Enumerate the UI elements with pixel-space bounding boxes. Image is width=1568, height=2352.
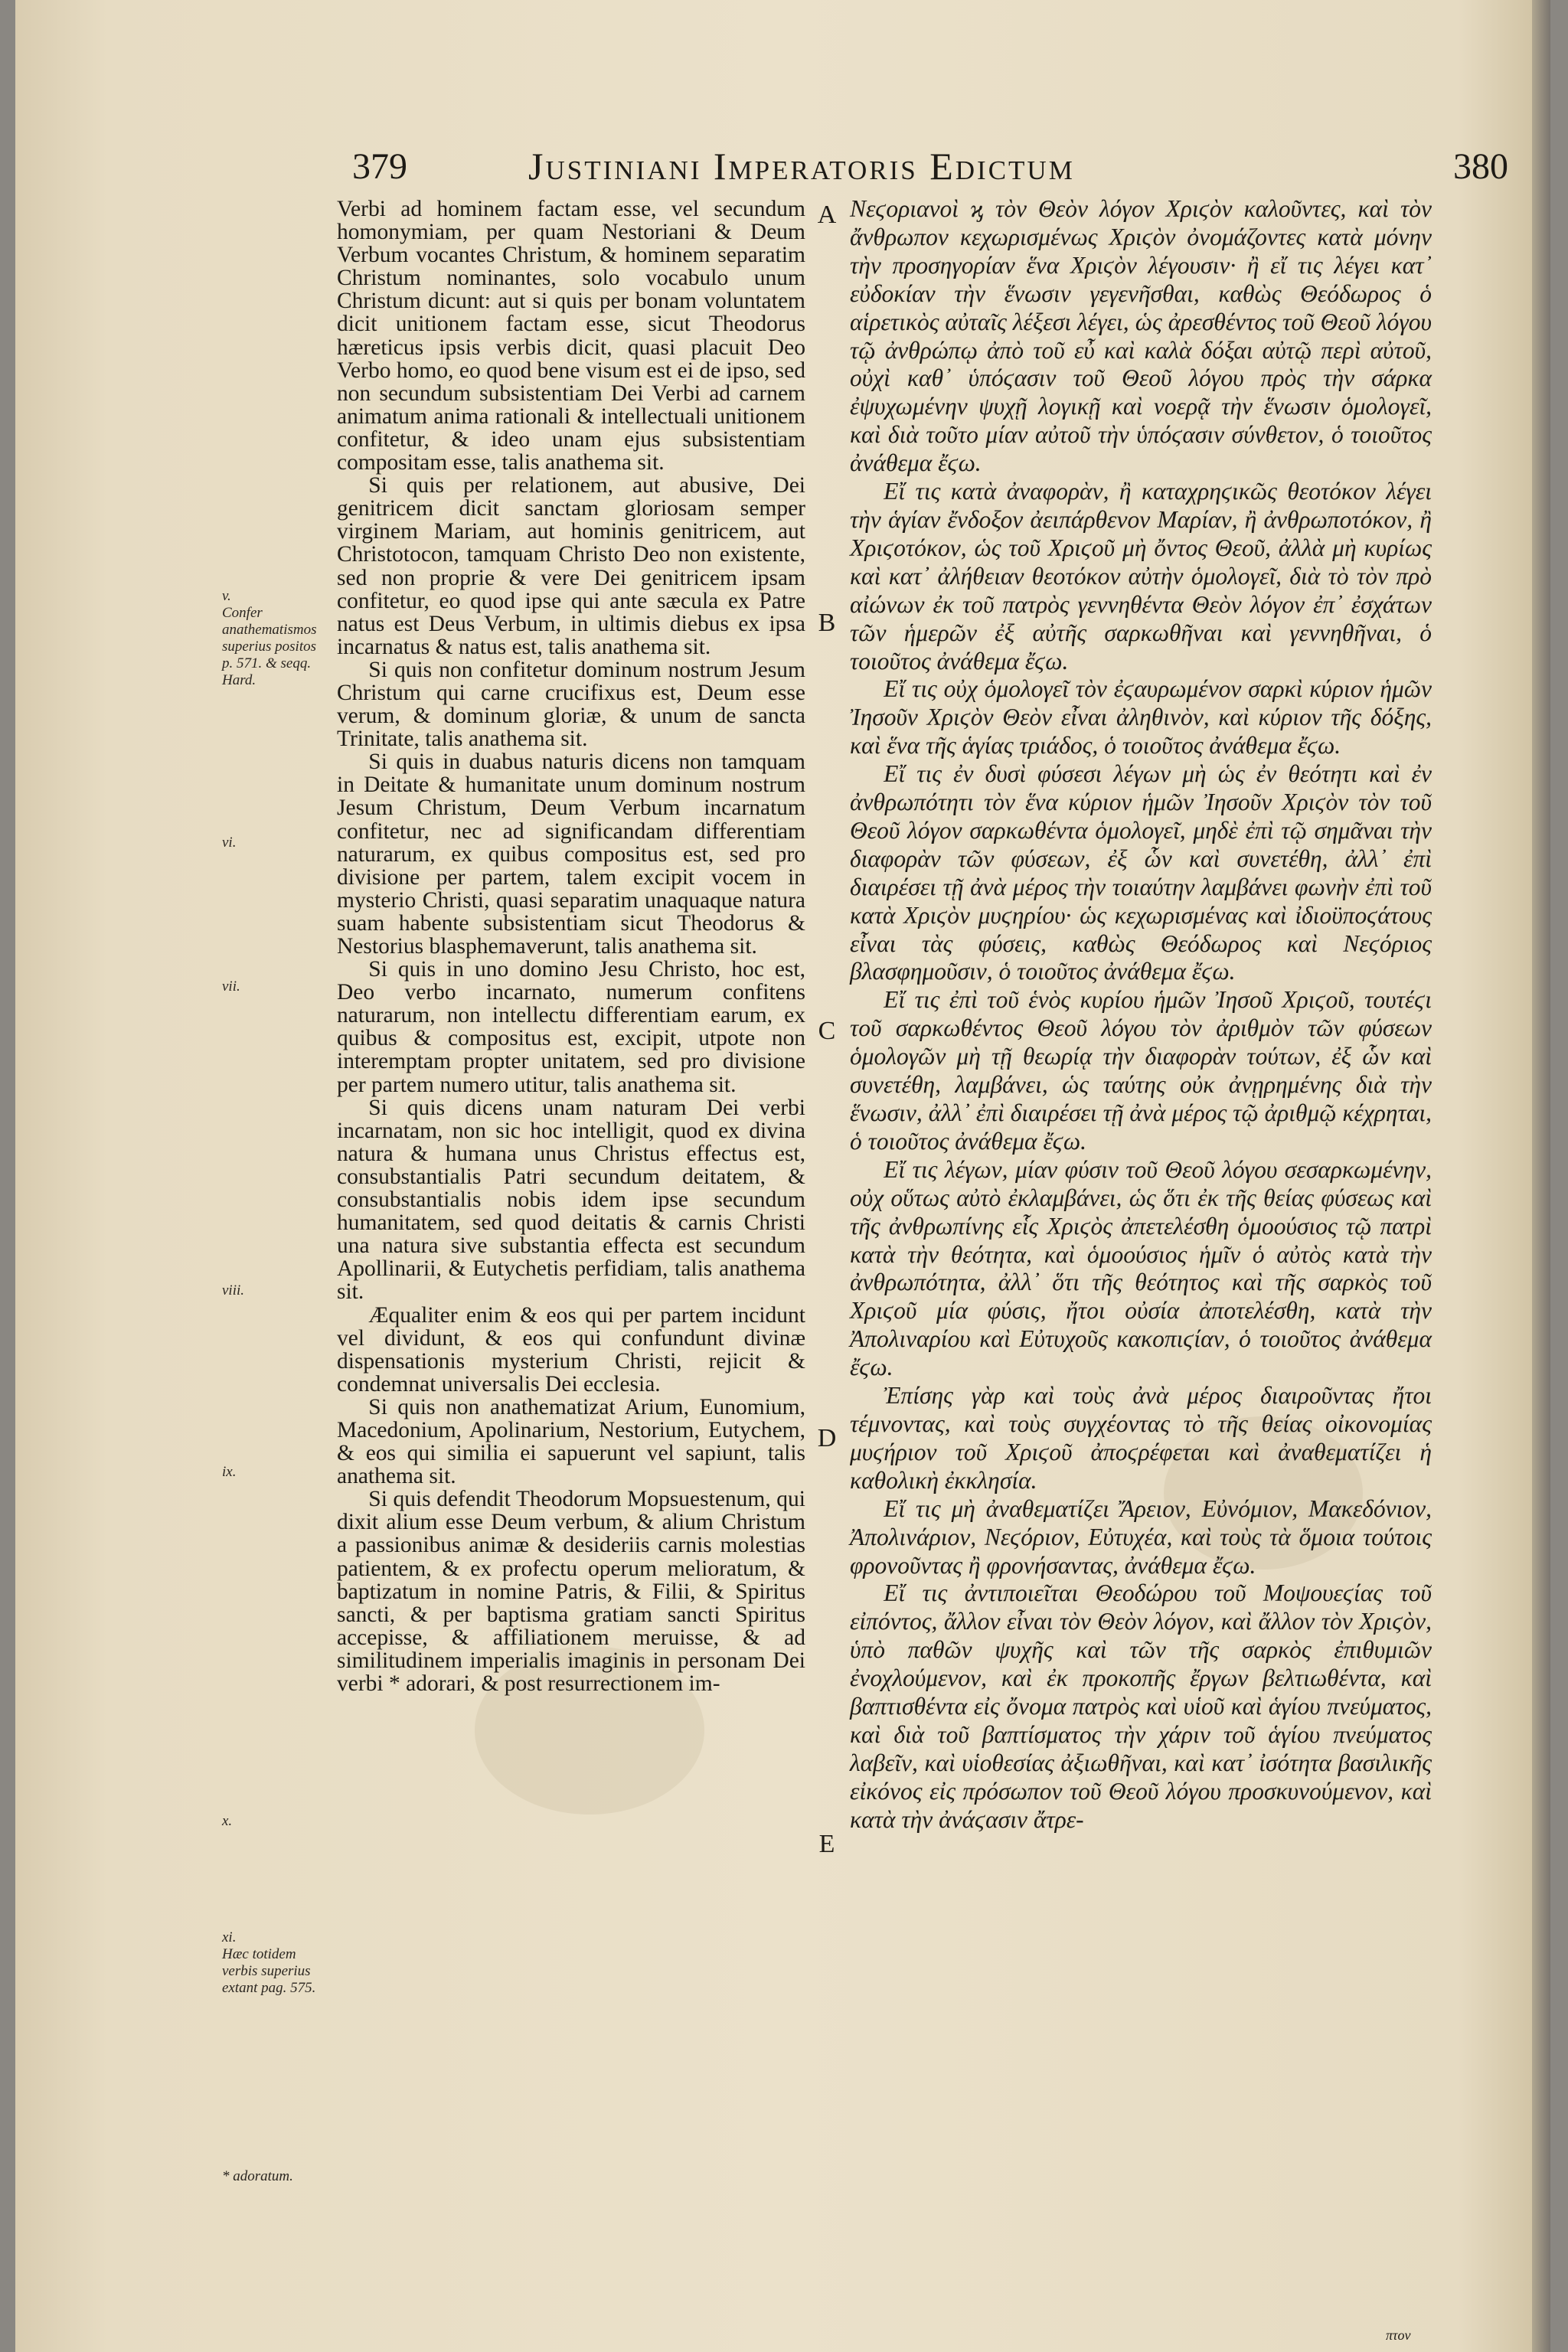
section-letter-d: D [817,1424,837,1452]
greek-paragraph: Εἴ τις οὐχ ὁμολογεῖ τὸν ἐϛαυρωμένον σαρκὶ κύριον ἡμῶν Ἰησοῦν Χριϛὸν Θεὸν εἶναι ἀληθινὸν, καὶ κύριον τῆς δόξης, καὶ ἕνα τῆς ἁγίας τριάδος, ὁ τοιοῦτος ἀνάθεμα ἔϛω. [850,675,1432,760]
greek-paragraph: Ἐπίσης γὰρ καὶ τοὺς ἀνὰ μέρος διαιροῦντας ἤτοι τέμνοντας, καὶ τοὺς συγχέοντας τὸ τῆς θείας οἰκονομίας μυϛήριον τοῦ Χριϛοῦ ἀποϛρέφεται καὶ ἀναθεματίζει ἡ καθολικὴ ἐκκλησία. [850,1382,1432,1494]
margin-note-xi: xi. Hæc totidem verbis superius extant pag. 575. [222,1929,316,1996]
page-title: Justiniani Imperatoris Edictum [528,145,1075,188]
page-edge [1532,0,1550,2352]
latin-paragraph: Verbi ad hominem factam esse, vel secundum homonymiam, per quam Nestoriani & Deum Verbum vocantes Christum, & hominem separatim Christum nominantes, solo vocabulo unum Christum dicunt: aut si quis per bonam voluntatem dicit unitionem factam esse, sicut Theodorus hæreticus ipsis verbis dicit, quasi placuit Deo Verbo homo, eo quod bene visum est ei de ipso, sed non secundum subsistentiam Dei Verbi ad carnem animatum anima rationali & intellectuali unitionem confitetur, & ideo unam ejus subsistentiam compositam esse, talis anathema sit. [337,197,805,475]
margin-note-v: v. Confer anathematismos superius positos p. 571. & seqq. Hard. [222,588,317,688]
greek-paragraph: Εἴ τις λέγων, μίαν φύσιν τοῦ Θεοῦ λόγου σεσαρκωμένην, οὐχ οὕτως αὐτὸ ἐκλαμβάνει, ὡς ὅτι ἐκ τῆς θείας φύσεως καὶ τῆς ἀνθρωπίνης εἷς Χριϛὸς ἀπετελέσθη ὁμοούσιος τῷ πατρὶ κατὰ τὴν θεότητα, καὶ ὁμοούσιος ἡμῖν ὁ αὐτὸς κατὰ τὴν ἀνθρωπότητα, ἀλλ᾽ ὅτι τῆς θεότητος καὶ τῆς σαρκὸς τοῦ Χριϛοῦ μία φύσις, ἤτοι οὐσία ἀποτελέσθη, κατὰ τὴν Ἀπολιναρίου καὶ Εὐτυχοῦς κακοπιϛίαν, ὁ τοιοῦτος ἀνάθεμα ἔϛω. [850,1155,1432,1381]
section-letter-e: E [818,1830,835,1858]
latin-paragraph: Si quis defendit Theodorum Mopsuestenum, qui dixit alium esse Deum verbum, & alium Christum a passionibus animæ & desideriis carnis molestias patientem, & ex profectu operum melioratum, & baptizatum in nomine Patris, & Filii, & Spiritus sancti, & per baptisma gratiam sancti Spiritus accepisse, & affiliationem meruisse, & ad similitudinem imperialis imaginis in personam Dei verbi * adorari, & post resurrectionem im- [337,1487,805,1696]
margin-note-vii: vii. [222,978,240,995]
margin-note-viii: viii. [222,1282,245,1298]
greek-paragraph: Εἴ τις μὴ ἀναθεματίζει Ἄρειον, Εὐνόμιον, Μακεδόνιον, Ἀπολινάριον, Νεϛόριον, Εὐτυχέα, καὶ τοὺς τὰ ὅμοια τούτοις φρονοῦντας ἢ φρονήσαντας, ἀνάθεμα ἔϛω. [850,1494,1432,1579]
margin-note-adoratum: * adoratum. [222,2168,293,2184]
section-letter-c: C [818,1017,836,1045]
running-head [337,139,1508,193]
latin-paragraph: Si quis dicens unam naturam Dei verbi incarnatam, non sic hoc intelligit, quod ex divina natura & humana unus Christus effectus est, consubstantialis Patri secundum deitatem, & consubstantialis nobis idem ipse secundum humanitatem, sed quod deitatis & carnis Christi una natura sive substantia effecta est secundum Apollinarii, & Eutychetis perfidiam, talis anathema sit. [337,1095,805,1305]
catchword: πτον [1386,2328,1411,2343]
latin-paragraph: Si quis non anathematizat Arium, Eunomium, Macedonium, Apolinarium, Nestorium, Eutychem, & eos qui similia ei sapuerunt vel sapiunt, talis anathema sit. [337,1394,805,1489]
latin-paragraph: Si quis non confitetur dominum nostrum Jesum Christum qui carne crucifixus est, Deum esse verum, & dominum gloriæ, & unum de sancta Trinitate, talis anathema sit. [337,657,805,752]
latin-paragraph: Æqualiter enim & eos qui per partem incidunt vel dividunt, & eos qui confundunt divinæ dispensationis mysterium Christi, rejicit & condemnat universalis Dei ecclesia. [337,1302,805,1396]
latin-column [337,198,805,1695]
book-page [15,0,1550,2352]
margin-note-x: x. [222,1813,233,1829]
greek-column [850,195,1432,1834]
latin-paragraph: Si quis in uno domino Jesu Christo, hoc est, Deo verbo incarnato, numerum confitens naturarum, non intellectu differentiam earum, ex quibus & compositus est, excipit, utpote non interemptam propter unitatem, sed pro divisione per partem numero utitur, talis anathema sit. [337,957,805,1097]
left-page-number: 379 [352,146,407,187]
latin-paragraph: Si quis in duabus naturis dicens non tamquam in Deitate & humanitate unum dominum nostrum Jesum Christum, Deum Verbum incarnatum confitetur, nec ad significandam differentiam naturarum, ex quibus compositus est, sed pro divisione per partem, talem excipit vocem in mysterio Christi, quasi separatim unaquaque natura suam habente subsistentiam sicut Theodorus & Nestorius blasphemaverunt, talis anathema sit. [337,750,805,959]
greek-paragraph: Νεϛοριανοὶ ϗ τὸν Θεὸν λόγον Χριϛὸν καλοῦντες, καὶ τὸν ἄνθρωπον κεχωρισμένως Χριϛὸν ὀνομάζοντες κατὰ μόνην τὴν προσηγορίαν ἕνα Χριϛὸν λέγουσιν· ἢ εἴ τις λέγει κατ᾽ εὐδοκίαν τὴν ἕνωσιν γεγενῆσθαι, καθὼς Θεόδωρος ὁ αἱρετικὸς αὐταῖς λέξεσι λέγει, ὡς ἀρεσθέντος τοῦ Θεοῦ λόγου τῷ ἀνθρώπῳ ἀπὸ τοῦ εὖ καὶ καλὰ δόξαι αὐτῷ περὶ αὐτοῦ, οὐχὶ καθ᾽ ὑπόϛασιν τοῦ Θεοῦ λόγου πρὸς τὴν σάρκα ἐψυχωμένην ψυχῇ λογικῇ καὶ νοερᾷ τὴν ἕνωσιν ὁμολογεῖ, καὶ διὰ τοῦτο μίαν αὐτοῦ τὴν ὑπόϛασιν σύνθετον, ὁ τοιοῦτος ἀνάθεμα ἔϛω. [850,195,1432,477]
greek-paragraph: Εἴ τις ἐν δυσὶ φύσεσι λέγων μὴ ὡς ἐν θεότητι καὶ ἐν ἀνθρωπότητι τὸν ἕνα κύριον ἡμῶν Ἰησοῦν Χριϛὸν τὸν τοῦ Θεοῦ λόγον σαρκωθέντα ὁμολογεῖ, μηδὲ ἐπὶ τῷ σημᾶναι τὴν διαφορὰν τῶν φύσεων, ἐξ ὧν καὶ συνετέθη, ἀλλ᾽ ἐπὶ διαιρέσει τῇ ἀνὰ μέρος τὴν τοιαύτην λαμβάνει φωνὴν ἐπὶ τοῦ κατὰ Χριϛὸν μυϛηρίου· ὡς κεχωρισμένας καὶ ἰδιοϋποϛάτους εἶναι τὰς φύσεις, καθὼς Θεόδωρος καὶ Νεϛόριος βλασφημοῦσιν, ὁ τοιοῦτος ἀνάθεμα ἔϛω. [850,760,1432,985]
section-letter-b: B [818,609,836,637]
greek-paragraph: Εἴ τις κατὰ ἀναφορὰν, ἢ καταχρηϛικῶς θεοτόκον λέγει τὴν ἁγίαν ἔνδοξον ἀειπάρθενον Μαρίαν, ἢ ἀνθρωποτόκον, ἢ Χριϛοτόκον, ὡς τοῦ Χριϛοῦ μὴ ὄντος Θεοῦ, ἀλλὰ μὴ κυρίως καὶ κατ᾽ ἀλήθειαν θεοτόκον αὐτὴν ὁμολογεῖ, διὰ τὸ τὸν πρὸ αἰώνων ἐκ τοῦ πατρὸς γεννηθέντα Θεὸν λόγον ἐπ᾽ ἐσχάτων τῶν ἡμερῶν ἐξ αὐτῆς σαρκωθῆναι καὶ γεννηθῆναι, ὁ τοιοῦτος ἀνάθεμα ἔϛω. [850,478,1432,675]
right-page-number: 380 [1453,146,1508,187]
section-letter-a: A [817,201,837,229]
margin-note-ix: ix. [222,1464,237,1480]
latin-paragraph: Si quis per relationem, aut abusive, Dei genitricem dicit sanctam gloriosam semper virginem Mariam, aut hominis genitricem, aut Christotocon, tamquam Christo Deo non existente, sed non proprie & vere Dei genitricem ipsam confitetur, eo quod ipse qui ante sæcula ex Patre natus est Deus Verbum, in ultimis diebus ex ipsa incarnatus & natus est, talis anathema sit. [337,473,805,659]
greek-paragraph: Εἴ τις ἐπὶ τοῦ ἑνὸς κυρίου ἡμῶν Ἰησοῦ Χριϛοῦ, τουτέϛι τοῦ σαρκωθέντος Θεοῦ λόγου τὸν ἀριθμὸν τῶν φύσεων ὁμολογῶν μὴ τῇ θεωρίᾳ τὴν διαφορὰν τούτων, ἐξ ὧν καὶ συνετέθη, λαμβάνει, ὡς ταύτης οὐκ ἀνῃρημένης διὰ τὴν ἕνωσιν, ἀλλ᾽ ἐπὶ διαιρέσει τῇ ἀνὰ μέρος τῷ ἀριθμῷ κέχρηται, ὁ τοιοῦτος ἀνάθεμα ἔϛω. [850,986,1432,1155]
margin-note-vi: vi. [222,835,237,851]
greek-paragraph: Εἴ τις ἀντιποιεῖται Θεοδώρου τοῦ Μοψουεϛίας τοῦ εἰπόντος, ἄλλον εἶναι τὸν Θεὸν λόγον, καὶ ἄλλον τὸν Χριϛὸν, ὑπὸ παθῶν ψυχῆς καὶ τῶν τῆς σαρκὸς ἐπιθυμιῶν ἐνοχλούμενον, καὶ ἐκ προκοπῆς ἔργων βελτιωθέντα, καὶ βαπτισθέντα εἰς ὄνομα πατρὸς καὶ υἱοῦ καὶ ἁγίου πνεύματος, καὶ διὰ τοῦ βαπτίσματος τὴν χάριν τοῦ ἁγίου πνεύματος λαβεῖν, καὶ υἱοθεσίας ἀξιωθῆναι, καὶ κατ᾽ ἰσότητα βασιλικῆς εἰκόνος εἰς πρόσωπον τοῦ Θεοῦ λόγου προσκυνούμενον, καὶ κατὰ τὴν ἀνάϛασιν ἄτρε- [850,1579,1432,1833]
